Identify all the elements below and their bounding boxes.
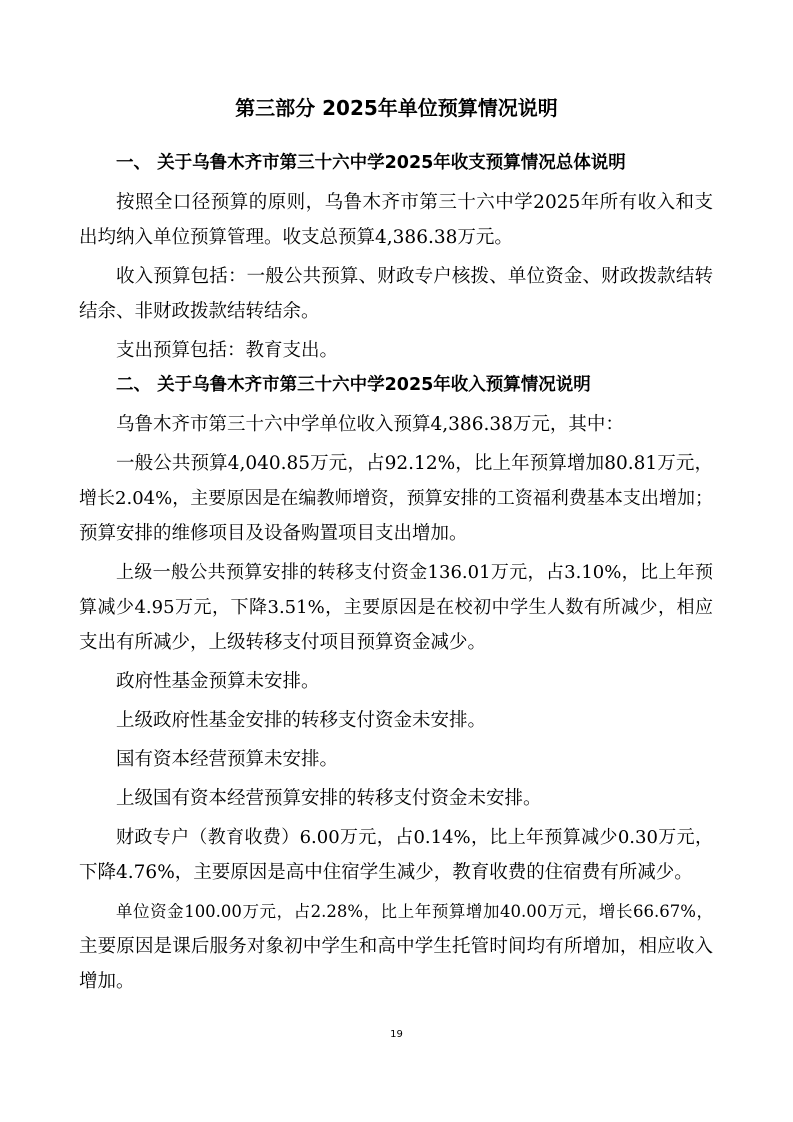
paragraph-line: 支出预算包括：教育支出。: [116, 340, 339, 361]
paragraph-line: 增长2.04%，主要原因是在编教师增资，预算安排的工资福利费基本支出增加；: [79, 488, 713, 509]
paragraph-line: 预算安排的维修项目及设备购置项目支出增加。: [79, 523, 468, 544]
paragraph-line: 结余、非财政拨款结转结余。: [79, 301, 320, 322]
paragraph-line: 上级政府性基金安排的转移支付资金未安排。: [116, 710, 487, 731]
section-heading-2: 二、 关于乌鲁木齐市第三十六中学2025年收入预算情况说明: [116, 375, 591, 395]
paragraph-line: 财政专户（教育收费）6.00万元，占0.14%，比上年预算减少0.30万元，: [116, 827, 713, 848]
paragraph-line: 收入预算包括：一般公共预算、财政专户核拨、单位资金、财政拨款结转: [116, 266, 713, 287]
document-body: [79, 146, 713, 999]
paragraph-line: 政府性基金预算未安排。: [116, 671, 320, 692]
paragraph-line: 主要原因是课后服务对象初中学生和高中学生托管时间均有所增加，相应收入: [79, 936, 713, 957]
paragraph-line: 出均纳入单位预算管理。收支总预算4,386.38万元。: [79, 227, 513, 248]
page-number: 19: [390, 1029, 403, 1040]
paragraph-line: 算减少4.95万元，下降3.51%，主要原因是在校初中学生人数有所减少，相应: [79, 597, 713, 618]
paragraph-line: 增加。: [79, 971, 135, 992]
paragraph-line: 上级国有资本经营预算安排的转移支付资金未安排。: [116, 788, 542, 809]
section-heading-1: 一、 关于乌鲁木齐市第三十六中学2025年收支预算情况总体说明: [116, 153, 626, 173]
paragraph-line: 支出有所减少，上级转移支付项目预算资金减少。: [79, 632, 487, 653]
paragraph-line: 乌鲁木齐市第三十六中学单位收入预算4,386.38万元，其中：: [116, 414, 624, 435]
paragraph-line: 一般公共预算4,040.85万元，占92.12%，比上年预算增加80.81万元，: [116, 453, 713, 474]
paragraph-line: 上级一般公共预算安排的转移支付资金136.01万元，占3.10%，比上年预: [116, 562, 713, 583]
paragraph-line: 单位资金100.00万元，占2.28%，比上年预算增加40.00万元，增长66.67%，: [116, 902, 713, 921]
paragraph-line: 国有资本经营预算未安排。: [116, 749, 339, 770]
page-title: 第三部分 2025年单位预算情况说明: [235, 96, 558, 120]
paragraph-line: 按照全口径预算的原则，乌鲁木齐市第三十六中学2025年所有收入和支: [116, 192, 713, 213]
paragraph-line: 下降4.76%，主要原因是高中住宿学生减少，教育收费的住宿费有所减少。: [79, 862, 693, 883]
